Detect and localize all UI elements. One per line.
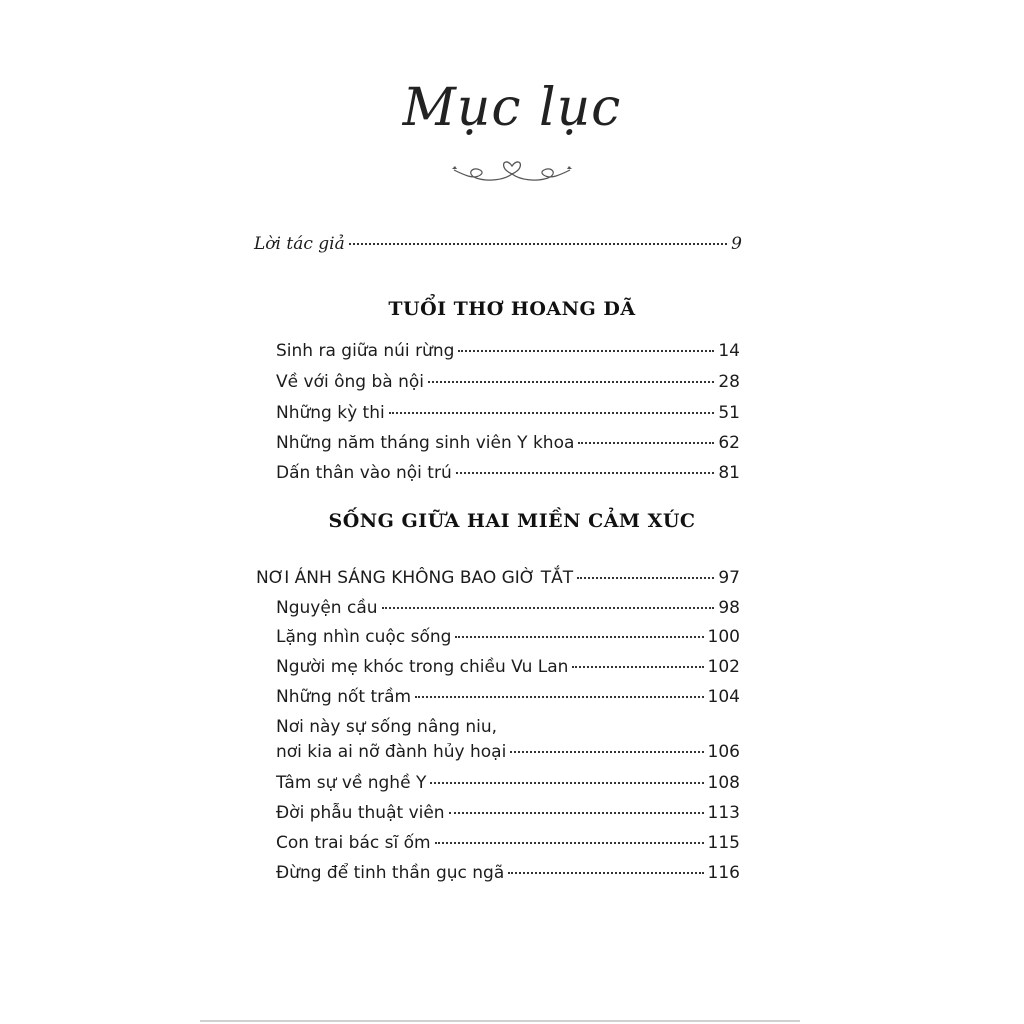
leader-dots [435, 842, 704, 844]
toc-entry-label: Sinh ra giữa núi rừng [276, 341, 455, 361]
leader-dots [428, 381, 714, 383]
toc-entry-page: 81 [718, 463, 740, 483]
toc-entry[interactable] [276, 863, 740, 883]
toc-entry-label: Những kỳ thi [276, 403, 385, 423]
toc-entry-line1: Nơi này sự sống nâng niu, [276, 717, 497, 737]
section-heading: SỐNG GIỮA HAI MIỀN CẢM XÚC [328, 510, 696, 532]
toc-entry[interactable] [276, 403, 740, 423]
leader-dots [389, 412, 715, 414]
toc-entry[interactable] [276, 742, 740, 762]
toc-entry-page: 102 [707, 657, 740, 677]
toc-entry-label: Nguyện cầu [276, 598, 378, 618]
toc-entry-page: 116 [707, 863, 740, 883]
toc-entry-preface[interactable] [254, 234, 742, 254]
toc-entry-page: 28 [718, 372, 740, 392]
toc-entry-label: Tâm sự về nghề Y [276, 773, 427, 793]
toc-entry-page: 108 [707, 773, 740, 793]
toc-entry-page: 115 [707, 833, 740, 853]
toc-entry-page: 100 [707, 627, 740, 647]
toc-entry-label: Những nốt trầm [276, 687, 412, 707]
toc-entry-label: Lời tác giả [254, 234, 345, 254]
toc-entry-label: Đời phẫu thuật viên [276, 803, 445, 823]
leader-dots [577, 577, 714, 579]
toc-entry-label: Đừng để tinh thần gục ngã [276, 863, 505, 883]
toc-entry-label: nơi kia ai nỡ đành hủy hoại [276, 742, 507, 762]
toc-entry-label: Dấn thân vào nội trú [276, 463, 452, 483]
page-title: Mục lục [402, 78, 622, 138]
toc-entry[interactable] [276, 372, 740, 392]
toc-entry[interactable] [276, 773, 740, 793]
leader-dots [572, 666, 703, 668]
toc-entry[interactable] [276, 598, 740, 618]
leader-dots [458, 350, 714, 352]
toc-subsection[interactable] [256, 568, 740, 588]
toc-entry-page: 104 [707, 687, 740, 707]
leader-dots [578, 442, 714, 444]
toc-entry[interactable] [276, 687, 740, 707]
toc-entry[interactable] [276, 341, 740, 361]
heart-flourish-ornament [448, 152, 576, 188]
leader-dots [449, 812, 704, 814]
toc-entry-page: 106 [707, 742, 740, 762]
toc-entry-page: 98 [718, 598, 740, 618]
leader-dots [349, 243, 727, 245]
leader-dots [415, 696, 703, 698]
toc-entry-page: 113 [707, 803, 740, 823]
leader-dots [430, 782, 703, 784]
toc-entry-label: Người mẹ khóc trong chiều Vu Lan [276, 657, 569, 677]
toc-entry-label: Về với ông bà nội [276, 372, 424, 392]
toc-entry[interactable] [276, 433, 740, 453]
toc-entry-page: 9 [731, 234, 742, 254]
section-heading: TUỔI THƠ HOANG DÃ [388, 298, 636, 320]
toc-entry[interactable] [276, 463, 740, 483]
toc-entry[interactable] [276, 803, 740, 823]
toc-entry-label: NƠI ÁNH SÁNG KHÔNG BAO GIỜ TẮT [256, 568, 574, 588]
leader-dots [510, 751, 703, 753]
leader-dots [456, 472, 715, 474]
leader-dots [382, 607, 715, 609]
toc-entry-label: Con trai bác sĩ ốm [276, 833, 431, 853]
toc-entry[interactable] [276, 627, 740, 647]
toc-entry-label: Những năm tháng sinh viên Y khoa [276, 433, 575, 453]
page-edge-divider [200, 1020, 800, 1022]
toc-entry[interactable] [276, 657, 740, 677]
leader-dots [508, 872, 703, 874]
toc-entry-page: 62 [718, 433, 740, 453]
toc-entry-page: 14 [718, 341, 740, 361]
toc-entry-label: Lặng nhìn cuộc sống [276, 627, 452, 647]
leader-dots [455, 636, 703, 638]
toc-entry[interactable] [276, 833, 740, 853]
toc-entry-page: 97 [718, 568, 740, 588]
toc-entry-page: 51 [718, 403, 740, 423]
